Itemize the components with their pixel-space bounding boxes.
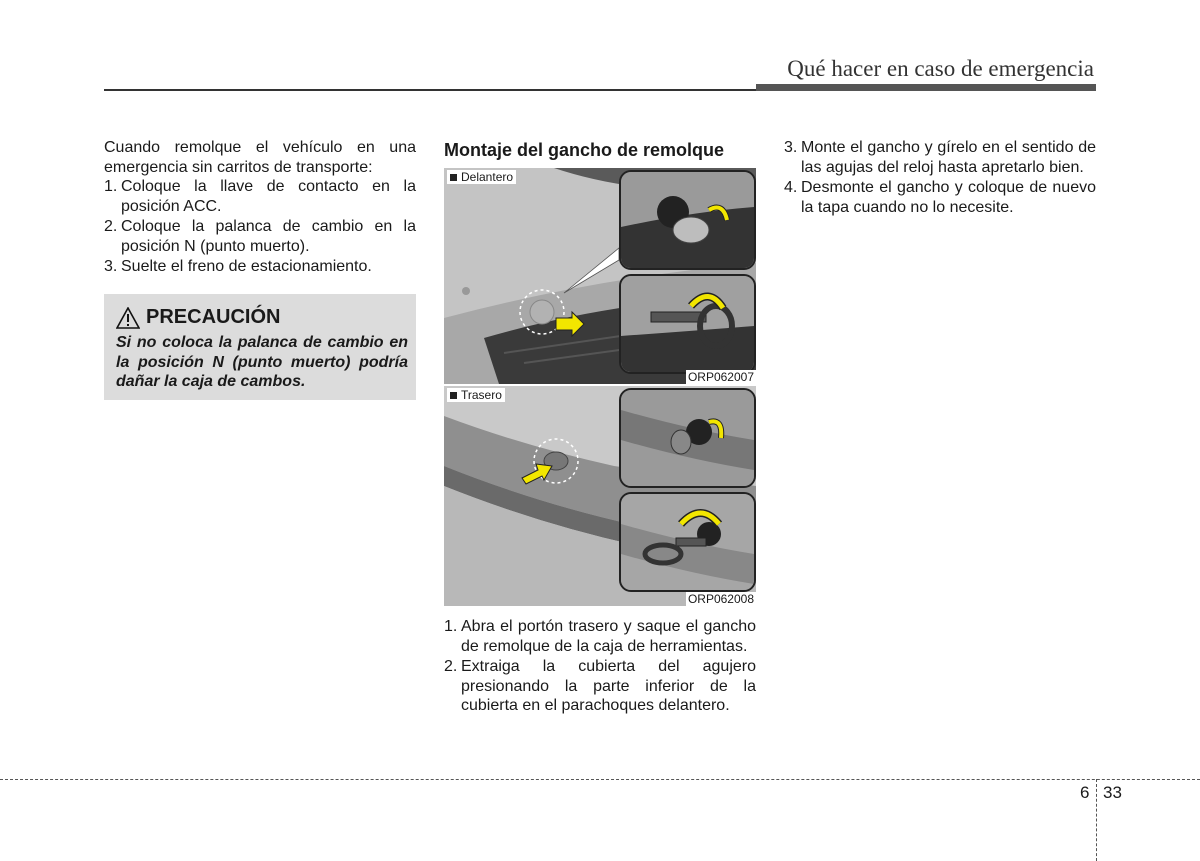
figure-code-front: ORP062007 xyxy=(687,370,754,384)
intro-paragraph: Cuando remolque el vehículo en una emergencia sin carritos de transporte: xyxy=(104,139,416,176)
column-left xyxy=(104,138,416,278)
inset-hook-install xyxy=(619,274,756,374)
step-text: Abra el portón trasero y saque el gancho de remolque de la caja de herramientas. xyxy=(461,618,756,655)
footer-vertical-divider xyxy=(1096,779,1097,861)
installation-steps-list xyxy=(444,617,756,716)
figure-rear-tow-hook xyxy=(444,386,756,606)
header-rule-thin xyxy=(104,89,756,91)
column-right xyxy=(784,138,1096,218)
inset-rear-cover-removal xyxy=(619,388,756,488)
list-item xyxy=(784,178,1096,217)
header-rule-thick xyxy=(756,84,1096,91)
inset-rear-hook-install xyxy=(619,492,756,592)
hook-install-illustration xyxy=(621,276,754,372)
figure-code-rear: ORP062008 xyxy=(687,592,754,606)
step-text: Suelte el freno de estacionamiento. xyxy=(121,258,372,275)
list-item xyxy=(784,138,1096,177)
rear-cover-illustration xyxy=(621,390,754,486)
warning-triangle-icon xyxy=(116,307,140,329)
rear-hook-illustration xyxy=(621,494,754,590)
step-number: 2. xyxy=(444,658,458,675)
figure-label-text: Trasero xyxy=(461,388,502,402)
step-text: Coloque la palanca de cambio en la posición N (punto muerto). xyxy=(121,218,416,255)
step-number: 2. xyxy=(104,218,118,235)
caution-heading xyxy=(116,306,280,329)
caution-box xyxy=(104,294,416,400)
page-header-title: Qué hacer en caso de emergencia xyxy=(787,56,1094,81)
figure-label-text: Delantero xyxy=(461,170,514,184)
chapter-number: 6 xyxy=(1080,783,1090,802)
step-text: Desmonte el gancho y coloque de nuevo la tapa cuando no lo necesite. xyxy=(801,179,1096,216)
list-item xyxy=(104,177,416,216)
figure-front-tow-hook xyxy=(444,168,756,384)
step-number: 1. xyxy=(104,178,118,195)
list-item xyxy=(104,257,416,277)
installation-steps-list-continued xyxy=(784,138,1096,217)
list-item xyxy=(104,217,416,256)
step-number: 1. xyxy=(444,618,458,635)
inset-cover-removal xyxy=(619,170,756,270)
column-middle-steps xyxy=(444,617,756,717)
figure-label-front xyxy=(447,170,516,184)
footer-divider xyxy=(0,779,1200,780)
conditions-list xyxy=(104,177,416,277)
caution-text: Si no coloca la palanca de cambio en la posición N (punto muerto) podría dañar la caja de cambos. xyxy=(116,334,408,390)
cover-removal-illustration xyxy=(621,172,754,268)
step-text: Extraiga la cubierta del agujero presionando la parte inferior de la cubierta en el parachoques delantero. xyxy=(461,658,756,714)
step-number: 3. xyxy=(104,258,118,275)
figure-label-rear xyxy=(447,388,505,402)
page-number: 33 xyxy=(1103,783,1122,802)
list-item xyxy=(444,657,756,716)
step-number: 3. xyxy=(784,139,798,156)
step-text: Coloque la llave de contacto en la posición ACC. xyxy=(121,178,416,215)
step-text: Monte el gancho y gírelo en el sentido de las agujas del reloj hasta apretarlo bien. xyxy=(801,139,1096,176)
list-item xyxy=(444,617,756,656)
section-title: Montaje del gancho de remolque xyxy=(444,140,725,160)
step-number: 4. xyxy=(784,179,798,196)
caution-title: PRECAUCIÓN xyxy=(146,306,281,328)
